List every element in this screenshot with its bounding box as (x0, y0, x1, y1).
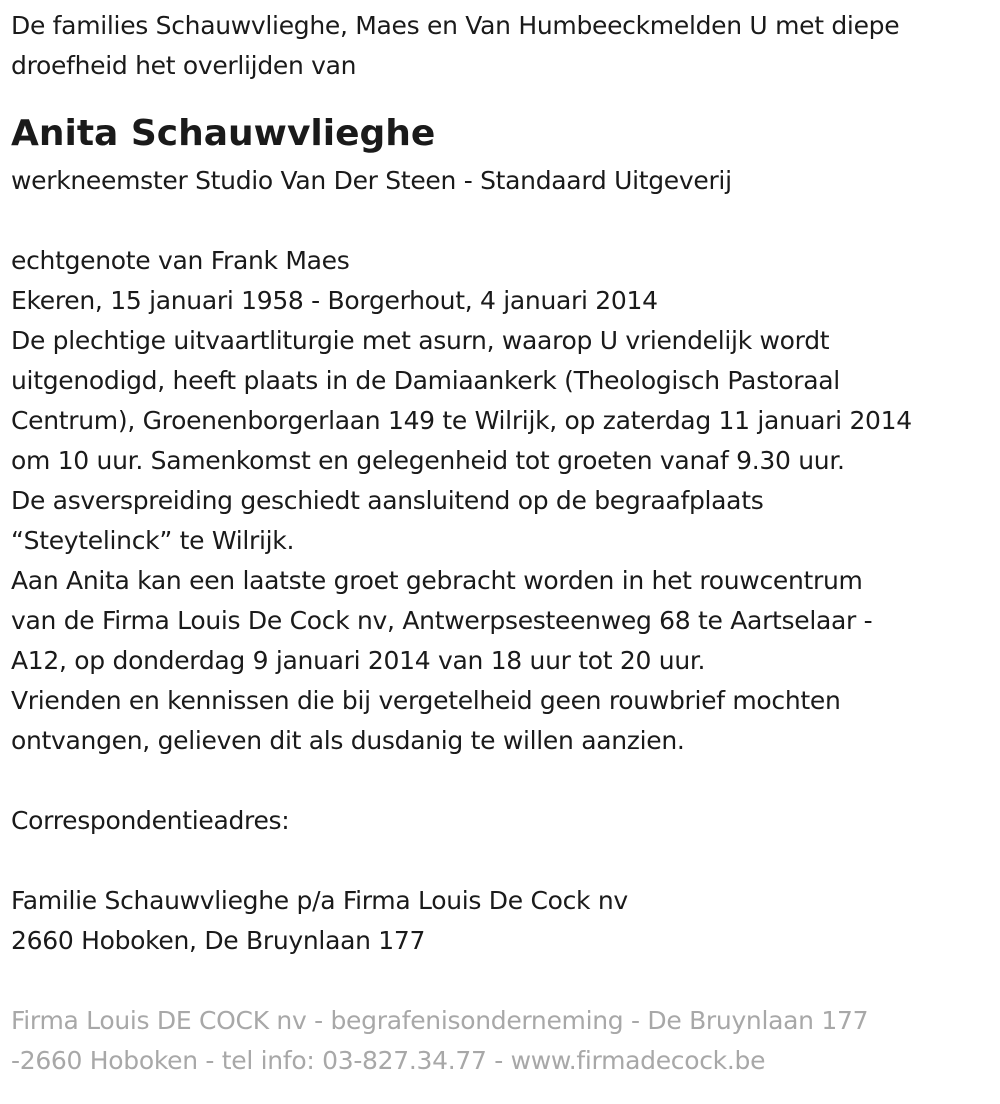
intro-line: De families Schauwvlieghe, Maes en Van Humbeeckmelden U met diepe (11, 11, 900, 40)
body-line: om 10 uur. Samenkomst en gelegenheid tot groeten vanaf 9.30 uur. (11, 446, 845, 475)
spacer (11, 961, 995, 1001)
correspondence-address (11, 881, 995, 961)
address-line: Familie Schauwvlieghe p/a Firma Louis De Cock nv (11, 886, 628, 915)
body-line: Aan Anita kan een laatste groet gebracht worden in het rouwcentrum (11, 566, 863, 595)
intro-text (11, 6, 995, 86)
body-line: uitgenodigd, heeft plaats in de Damiaankerk (Theologisch Pastoraal (11, 366, 840, 395)
occupation-text: werkneemster Studio Van Der Steen - Standaard Uitgeverij (11, 166, 732, 195)
footer-line: -2660 Hoboken - tel info: 03-827.34.77 - www.firmadecock.be (11, 1046, 766, 1075)
spacer (11, 761, 995, 801)
spouse-text: echtgenote van Frank Maes (11, 246, 350, 275)
funeral-home-footer (11, 1001, 995, 1081)
body-line: A12, op donderdag 9 januari 2014 van 18 uur tot 20 uur. (11, 646, 706, 675)
body-line: Vrienden en kennissen die bij vergetelheid geen rouwbrief mochten (11, 686, 841, 715)
spacer (11, 841, 995, 881)
body-line: De asverspreiding geschiedt aansluitend op de begraafplaats (11, 486, 764, 515)
body-line: Centrum), Groenenborgerlaan 149 te Wilrijk, op zaterdag 11 januari 2014 (11, 406, 912, 435)
correspondence-label: Correspondentieadres: (11, 806, 290, 835)
intro-line: droefheid het overlijden van (11, 51, 357, 80)
address-line: 2660 Hoboken, De Bruynlaan 177 (11, 926, 426, 955)
body-line: van de Firma Louis De Cock nv, Antwerpsesteenweg 68 te Aartselaar - (11, 606, 873, 635)
body-line: De plechtige uitvaartliturgie met asurn, waarop U vriendelijk wordt (11, 326, 830, 355)
spacer (11, 201, 995, 241)
life-dates: Ekeren, 15 januari 1958 - Borgerhout, 4 januari 2014 (11, 286, 658, 315)
deceased-name: Anita Schauwvlieghe (11, 113, 436, 154)
footer-line: Firma Louis DE COCK nv - begrafenisonderneming - De Bruynlaan 177 (11, 1006, 869, 1035)
body-line: ontvangen, gelieven dit als dusdanig te willen aanzien. (11, 726, 685, 755)
obituary-document (11, 6, 995, 1081)
ceremony-details (11, 321, 995, 761)
body-line: “Steytelinck” te Wilrijk. (11, 526, 295, 555)
